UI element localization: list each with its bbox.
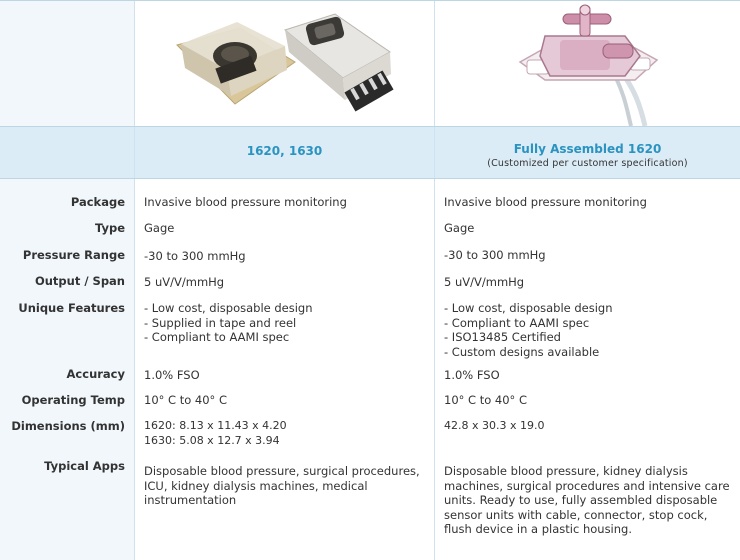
row-label-type: Type xyxy=(94,221,125,235)
cell-apps-1: Disposable blood pressure, surgical procedures, ICU, kidney dialysis machines, medical instrumentation xyxy=(144,464,420,507)
cell-dimensions-2 xyxy=(444,419,544,434)
row-divider xyxy=(0,126,740,127)
cell-apps-2: Disposable blood pressure, kidney dialysis machines, surgical procedures and intensive care units. Ready to use, fully assembled disposable sensor units with cable, connector, stop cock, flush device in a plastic housing. xyxy=(444,464,730,536)
cell-features-2 xyxy=(444,301,613,359)
row-label-accuracy: Accuracy xyxy=(66,367,125,381)
column-title-assembled: Fully Assembled 1620 xyxy=(513,142,662,156)
cell-temp-2: 10° C to 40° C xyxy=(444,393,527,407)
row-label-output-span: Output / Span xyxy=(34,274,125,288)
cell-package-1: Invasive blood pressure monitoring xyxy=(144,195,347,209)
row-label-unique-features: Unique Features xyxy=(18,301,125,315)
row-label-operating-temp: Operating Temp xyxy=(21,393,125,407)
row-label-dimensions: Dimensions (mm) xyxy=(11,419,125,433)
row-divider xyxy=(0,178,740,179)
column-subtitle-assembled: (Customized per customer specification) xyxy=(487,158,688,169)
row-label-package: Package xyxy=(70,195,125,209)
list-item: - Custom designs available xyxy=(444,344,600,359)
row-label-pressure-range: Pressure Range xyxy=(22,248,125,262)
cell-accuracy-2: 1.0% FSO xyxy=(444,368,500,382)
list-item: 1630: 5.08 x 12.7 x 3.94 xyxy=(144,433,280,447)
list-item: - Low cost, disposable design xyxy=(444,301,613,315)
cell-pressure-1: -30 to 300 mmHg xyxy=(144,249,246,263)
list-item: 1620: 8.13 x 11.43 x 4.20 xyxy=(144,419,287,432)
cell-pressure-2: -30 to 300 mmHg xyxy=(444,248,546,262)
list-item: - Low cost, disposable design xyxy=(144,301,313,315)
cell-dimensions-1 xyxy=(144,419,287,448)
row-label-typical-apps: Typical Apps xyxy=(44,459,125,473)
list-item: - Compliant to AAMI spec xyxy=(444,315,590,330)
cell-output-2: 5 uV/V/mmHg xyxy=(444,275,525,289)
list-item: - Compliant to AAMI spec xyxy=(144,330,290,344)
assembled-sensor-photo-icon xyxy=(435,0,740,126)
list-item: 42.8 x 30.3 x 19.0 xyxy=(444,419,545,432)
cell-features-1 xyxy=(144,301,313,345)
list-item: - ISO13485 Certified xyxy=(444,330,561,344)
cell-temp-1: 10° C to 40° C xyxy=(144,393,227,407)
product-image-1620-1630 xyxy=(135,0,434,126)
cell-type-1: Gage xyxy=(144,221,175,235)
sensor-chips-photo-icon xyxy=(135,0,434,126)
column-title-1620-1630: 1620, 1630 xyxy=(246,144,323,158)
cell-accuracy-1: 1.0% FSO xyxy=(144,368,200,382)
cell-output-1: 5 uV/V/mmHg xyxy=(144,275,225,289)
list-item: - Supplied in tape and reel xyxy=(144,315,297,330)
product-image-assembled-1620 xyxy=(435,0,740,126)
cell-package-2: Invasive blood pressure monitoring xyxy=(444,195,647,209)
cell-type-2: Gage xyxy=(444,221,475,235)
